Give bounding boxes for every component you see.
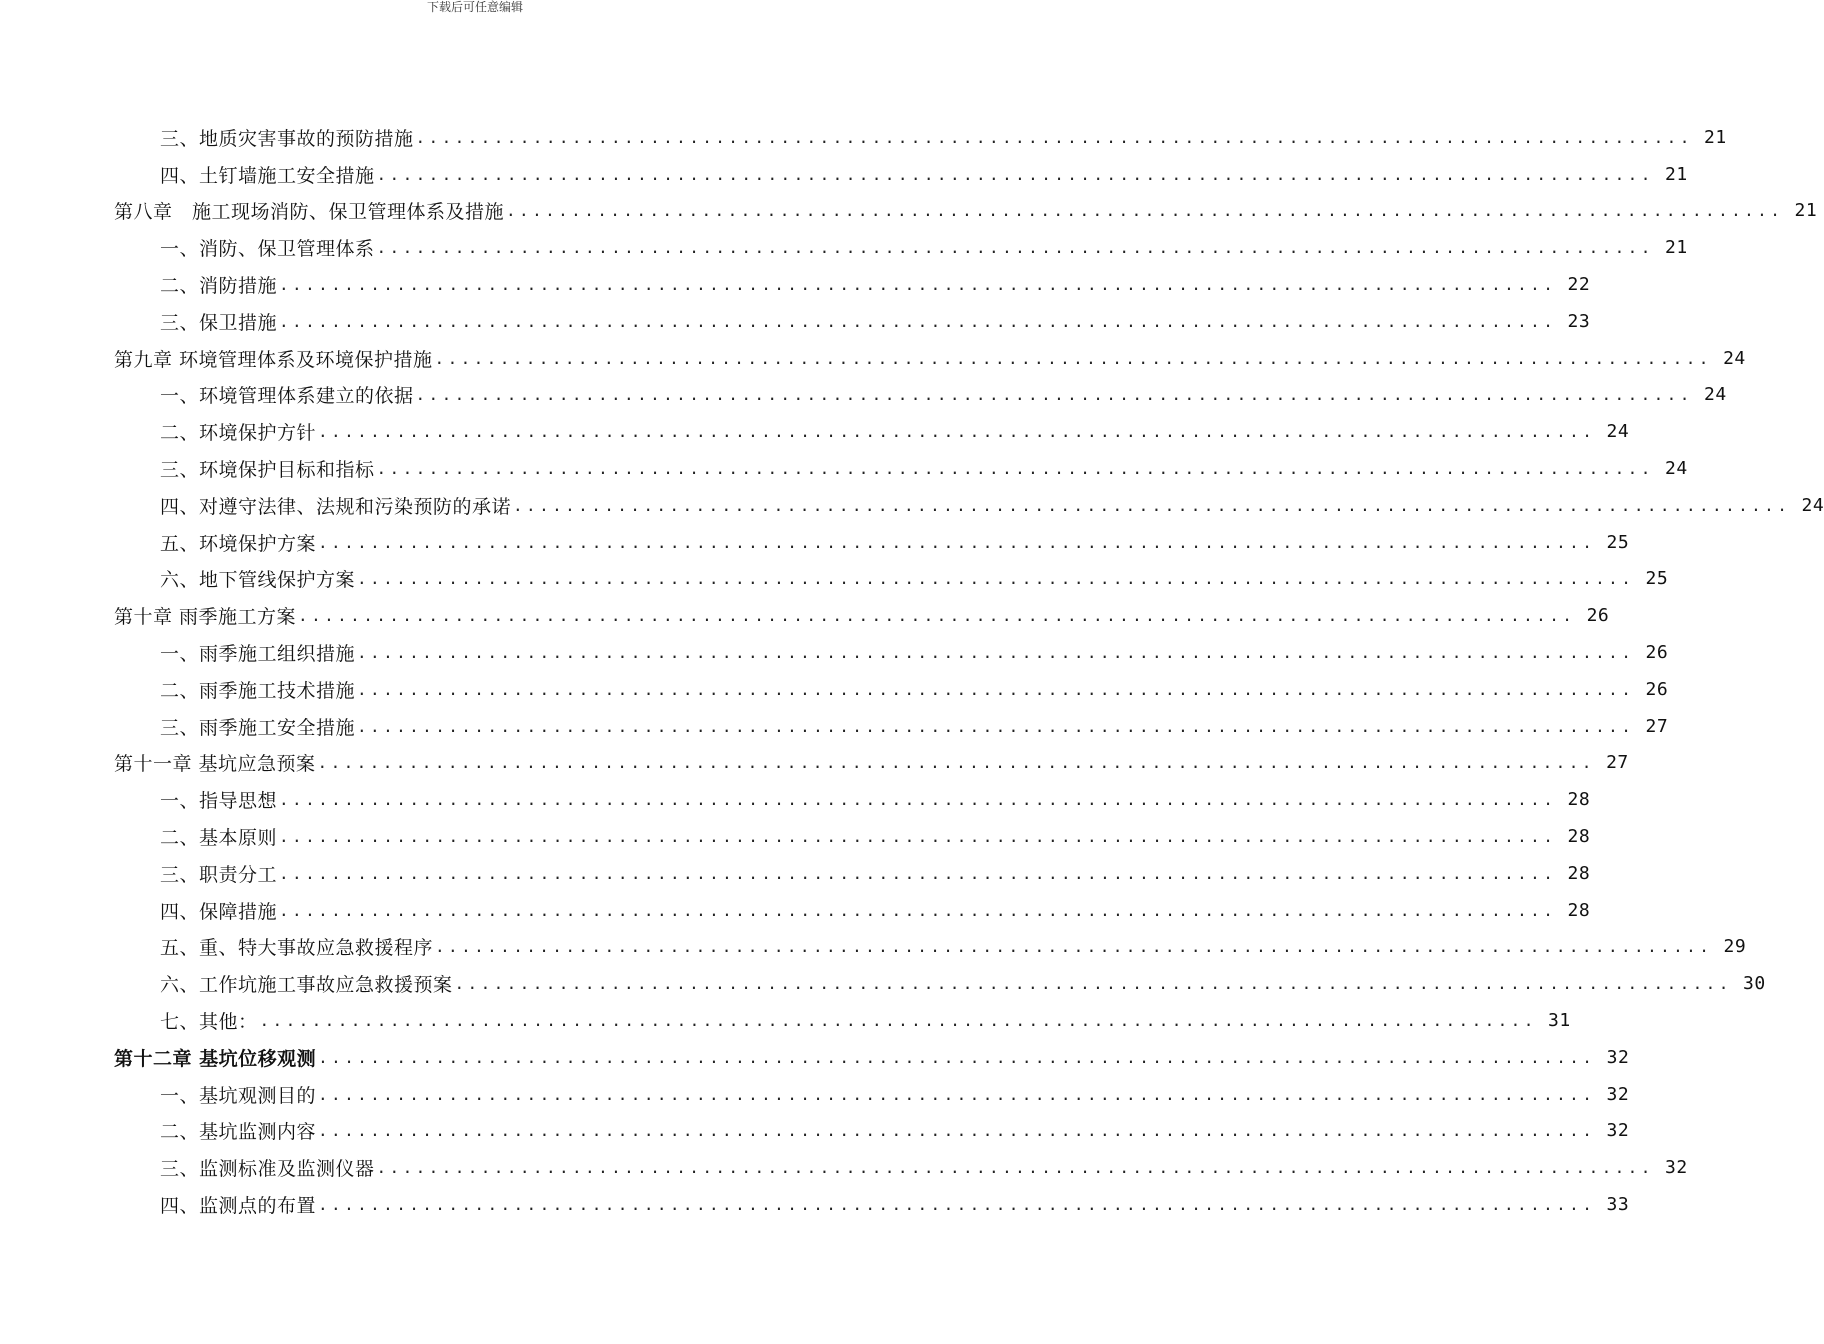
toc-entry-label: 第十章 雨季施工方案: [114, 606, 297, 629]
toc-chapter-entry[interactable]: [0, 1039, 1630, 1076]
toc-entry-label: 五、重、特大事故应急救援程序: [160, 937, 434, 960]
toc-entry-label: 三、职责分工: [160, 863, 278, 886]
toc-section-entry[interactable]: [0, 781, 1591, 818]
toc-dot-leader: ..................................................................................................: [318, 1121, 1596, 1141]
toc-dot-leader: ..................................................................................................: [357, 679, 1635, 699]
toc-entry-label: 一、指导思想: [160, 790, 278, 813]
toc-section-entry[interactable]: [0, 1002, 1571, 1039]
toc-page-number: 26: [1586, 605, 1610, 627]
toc-page-number: 21: [1665, 237, 1688, 259]
toc-chapter-entry[interactable]: [0, 597, 1610, 634]
toc-entry-label: 第十一章 基坑应急预案: [114, 753, 316, 776]
toc-entry-label: 一、环境管理体系建立的依据: [160, 385, 414, 408]
toc-dot-leader: ..................................................................................................: [376, 1158, 1654, 1178]
toc-dot-leader: ..................................................................................................: [298, 606, 1576, 626]
toc-page-number: 28: [1567, 862, 1591, 884]
toc-page-number: 28: [1567, 789, 1591, 811]
toc-page-number: 27: [1606, 752, 1629, 774]
toc-dot-leader: ..................................................................................................: [376, 459, 1654, 479]
toc-entry-label: 七、其他：: [160, 1011, 258, 1034]
toc-page-number: 30: [1743, 973, 1766, 995]
toc-section-entry[interactable]: [0, 156, 1688, 193]
toc-entry-label: 三、保卫措施: [160, 311, 278, 334]
toc-page-number: 33: [1606, 1194, 1630, 1215]
toc-dot-leader: ..................................................................................................: [357, 716, 1635, 736]
toc-dot-leader: ..................................................................................................: [415, 127, 1693, 147]
toc-dot-leader: ..................................................................................................: [454, 974, 1732, 994]
toc-section-entry[interactable]: [0, 1149, 1688, 1186]
toc-section-entry[interactable]: [0, 965, 1766, 1002]
toc-entry-label: 第八章 施工现场消防、保卫管理体系及措施: [114, 201, 505, 224]
toc-dot-leader: ..................................................................................................: [415, 385, 1693, 405]
toc-dot-leader: ..................................................................................................: [357, 643, 1635, 663]
toc-section-entry[interactable]: [0, 1186, 1630, 1223]
toc-entry-label: 六、地下管线保护方案: [160, 569, 356, 592]
toc-dot-leader: ..................................................................................................: [318, 1047, 1596, 1067]
toc-section-entry[interactable]: [0, 634, 1669, 671]
toc-dot-leader: ..................................................................................................: [317, 753, 1595, 773]
toc-page-number: 32: [1606, 1120, 1630, 1142]
toc-section-entry[interactable]: [0, 303, 1591, 340]
toc-page-number: 32: [1665, 1157, 1688, 1179]
toc-section-entry[interactable]: [0, 561, 1669, 598]
toc-entry-label: 三、地质灾害事故的预防措施: [160, 127, 414, 150]
toc-chapter-entry[interactable]: [0, 193, 1818, 230]
toc-page-number: 21: [1665, 163, 1688, 185]
toc-dot-leader: ..................................................................................................: [357, 569, 1635, 589]
toc-page-number: 32: [1606, 1046, 1630, 1068]
toc-section-entry[interactable]: [0, 708, 1669, 745]
toc-entry-label: 四、监测点的布置: [160, 1195, 317, 1217]
toc-section-entry[interactable]: [0, 377, 1727, 414]
toc-entry-label: 一、基坑观测目的: [160, 1084, 317, 1107]
toc-page-number: 26: [1645, 678, 1669, 700]
page-header: 下载后可任意编辑: [426, 0, 523, 14]
toc-dot-leader: ..................................................................................................: [318, 532, 1596, 552]
toc-section-entry[interactable]: [0, 1076, 1630, 1113]
toc-section-entry[interactable]: [0, 413, 1630, 450]
toc-entry-label: 二、基坑监测内容: [160, 1121, 317, 1144]
toc-dot-leader: ..................................................................................................: [279, 900, 1557, 920]
toc-entry-label: 六、工作坑施工事故应急救援预案: [160, 974, 453, 997]
toc-dot-leader: ..................................................................................................: [279, 790, 1557, 810]
toc-dot-leader: ..................................................................................................: [279, 275, 1557, 295]
toc-section-entry[interactable]: [0, 524, 1630, 561]
toc-page-number: 24: [1801, 494, 1824, 516]
toc-page-number: 22: [1567, 274, 1591, 296]
toc-dot-leader: ..................................................................................................: [259, 1011, 1537, 1031]
toc-entry-label: 四、土钉墙施工安全措施: [160, 164, 375, 187]
toc-section-entry[interactable]: [0, 855, 1591, 892]
toc-entry-label: 第十二章 基坑位移观测: [114, 1047, 317, 1070]
toc-chapter-entry[interactable]: [0, 745, 1629, 782]
toc-entry-label: 一、雨季施工组织措施: [160, 643, 356, 666]
toc-page-number: 25: [1606, 531, 1630, 553]
toc-page-number: 32: [1606, 1083, 1630, 1105]
toc-dot-leader: ..................................................................................................: [318, 1195, 1596, 1214]
toc-dot-leader: ..................................................................................................: [279, 863, 1557, 883]
toc-dot-leader: ..................................................................................................: [506, 201, 1784, 221]
toc-section-entry[interactable]: [0, 266, 1591, 303]
toc-page-number: 21: [1794, 200, 1818, 222]
toc-entry-label: 四、对遵守法律、法规和污染预防的承诺: [160, 495, 512, 518]
toc-section-entry[interactable]: [0, 119, 1727, 156]
toc-entry-label: 二、消防措施: [160, 275, 278, 298]
toc-entry-label: 二、环境保护方针: [160, 422, 317, 445]
toc-page-number: 24: [1606, 421, 1630, 443]
toc-page-number: 31: [1548, 1010, 1571, 1032]
toc-entry-label: 一、消防、保卫管理体系: [160, 238, 375, 261]
toc-section-entry[interactable]: [0, 671, 1669, 708]
toc-dot-leader: ..................................................................................................: [435, 937, 1713, 957]
toc-dot-leader: ..................................................................................................: [279, 311, 1557, 331]
toc-page-number: 24: [1704, 384, 1727, 406]
toc-entry-label: 三、监测标准及监测仪器: [160, 1158, 375, 1181]
toc-page-number: 21: [1704, 126, 1727, 148]
toc-section-entry[interactable]: [0, 487, 1824, 524]
toc-page-number: 25: [1645, 568, 1669, 590]
toc-section-entry[interactable]: [0, 450, 1688, 487]
toc-entry-label: 二、基本原则: [160, 827, 278, 850]
toc-page-number: 24: [1665, 458, 1688, 480]
toc-dot-leader: ..................................................................................................: [513, 495, 1791, 515]
toc-page-number: 26: [1645, 642, 1669, 664]
toc-page-number: 28: [1567, 899, 1591, 921]
toc-dot-leader: ..................................................................................................: [376, 164, 1654, 184]
toc-dot-leader: ..................................................................................................: [318, 1084, 1596, 1104]
toc-entry-label: 三、雨季施工安全措施: [160, 716, 356, 739]
toc-section-entry[interactable]: [0, 818, 1591, 855]
toc-dot-leader: ..................................................................................................: [279, 827, 1557, 847]
toc-entry-label: 二、雨季施工技术措施: [160, 679, 356, 702]
toc-section-entry[interactable]: [0, 1113, 1630, 1150]
toc-section-entry[interactable]: [0, 892, 1591, 929]
toc-chapter-entry[interactable]: [0, 340, 1746, 377]
toc-page-number: 28: [1567, 826, 1591, 848]
toc-dot-leader: ..................................................................................................: [376, 238, 1654, 258]
toc-dot-leader: ..................................................................................................: [434, 348, 1712, 368]
toc-section-entry[interactable]: [0, 229, 1688, 266]
toc-page-number: 27: [1645, 715, 1669, 737]
toc-entry-label: 五、环境保护方案: [160, 532, 317, 555]
toc-page-number: 24: [1723, 347, 1746, 369]
toc-entry-label: 第九章 环境管理体系及环境保护措施: [114, 348, 433, 371]
table-of-contents: [0, 119, 1824, 1223]
toc-page-number: 29: [1723, 936, 1747, 958]
toc-dot-leader: ..................................................................................................: [318, 422, 1596, 442]
toc-page-number: 23: [1567, 310, 1591, 332]
toc-section-entry[interactable]: [0, 929, 1747, 966]
toc-entry-label: 三、环境保护目标和指标: [160, 459, 375, 482]
toc-entry-label: 四、保障措施: [160, 900, 278, 923]
